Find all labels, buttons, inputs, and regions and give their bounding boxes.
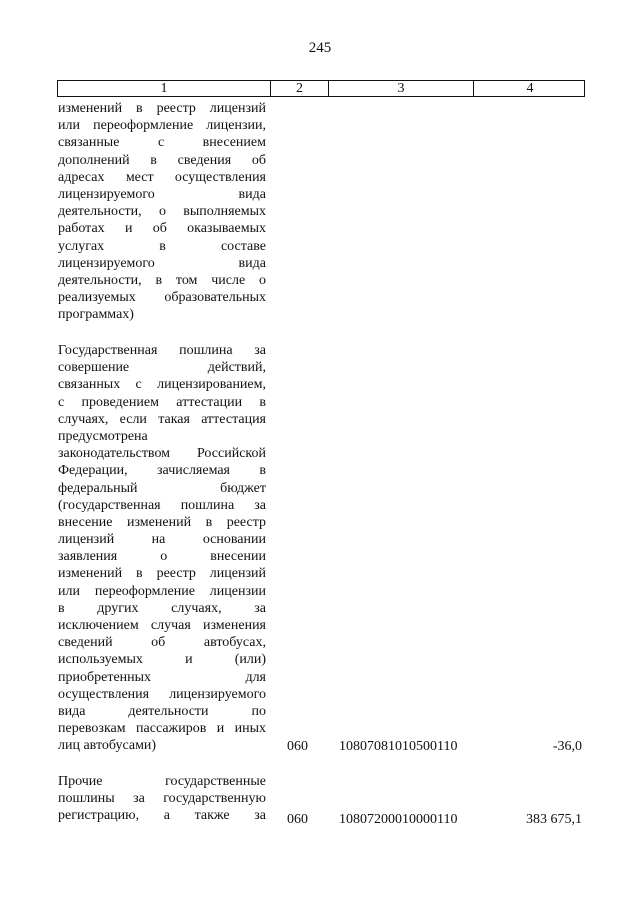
text-line: используемых и (или) [58, 652, 266, 668]
column-header-4: 4 [473, 81, 586, 96]
text-line: услугах в составе [58, 238, 266, 254]
table-header [57, 80, 585, 97]
text-line: в других случаях, за [58, 600, 266, 616]
budget-code-cell: 10807081010500110 [339, 739, 458, 754]
text-line: деятельности, в том числе о [58, 272, 266, 288]
page-number: 245 [308, 40, 332, 56]
admin-code-cell: 060 [287, 812, 308, 827]
text-line: (государственная пошлина за [58, 497, 266, 513]
text-line: деятельности, о выполняемых [58, 204, 266, 220]
table-row-continuation-name [58, 100, 266, 323]
text-line: Прочие государственные [58, 774, 266, 789]
text-line: программах) [58, 307, 134, 323]
text-line: осуществления лицензируемого [58, 686, 266, 702]
column-header-2: 2 [270, 81, 328, 96]
text-line: вида деятельности по [58, 703, 266, 719]
text-line: связанные с внесением [58, 135, 266, 151]
text-line: совершение действий, [58, 360, 266, 376]
text-line: пошлины за государственную [58, 791, 266, 807]
text-line: заявления о внесении [58, 549, 266, 565]
text-line: исключением случая изменения [58, 618, 266, 633]
text-line: работах и об оказываемых [58, 221, 266, 237]
text-line: изменений в реестр лицензий [58, 101, 266, 116]
text-line: Федерации, зачисляемая в [58, 463, 266, 479]
text-line: внесение изменений в реестр [58, 514, 266, 530]
text-line: законодательством Российской [58, 446, 266, 462]
text-line: лиц автобусами) [58, 738, 157, 754]
budget-code-cell: 10807200010000110 [339, 812, 458, 827]
text-line: изменений в реестр лицензий [58, 566, 266, 582]
text-line: лицензий на основании [58, 532, 266, 548]
amount-cell: 383 675,1 [526, 812, 582, 827]
column-header-1: 1 [160, 81, 168, 96]
admin-code-cell: 060 [287, 739, 308, 754]
text-line: сведений об автобусах, [58, 635, 266, 651]
text-line: или переоформление лицензии, [58, 118, 266, 134]
text-line: дополнений в сведения об [58, 152, 266, 168]
text-line: случаях, если такая аттестация [58, 411, 266, 427]
column-header-3: 3 [328, 81, 473, 96]
text-line: адресах мест осуществления [58, 169, 266, 185]
text-line: перевозкам пассажиров и иных [58, 721, 266, 737]
text-line: регистрацию, а также за [58, 808, 266, 824]
text-line: федеральный бюджет [58, 480, 266, 496]
text-line: реализуемых образовательных [58, 290, 266, 306]
text-line: предусмотрена [58, 428, 148, 444]
text-line: Государственная пошлина за [58, 343, 266, 358]
text-line: лицензируемого вида [58, 255, 266, 271]
text-line: связанных с лицензированием, [58, 377, 266, 393]
table-row-state-duty-name [58, 342, 266, 755]
amount-cell: -36,0 [552, 739, 582, 754]
table-row-other-duties-name [58, 773, 266, 825]
text-line: или переоформление лицензии [58, 583, 266, 599]
text-line: лицензируемого вида [58, 186, 266, 202]
text-line: приобретенных для [58, 669, 266, 685]
text-line: с проведением аттестации в [58, 394, 266, 410]
